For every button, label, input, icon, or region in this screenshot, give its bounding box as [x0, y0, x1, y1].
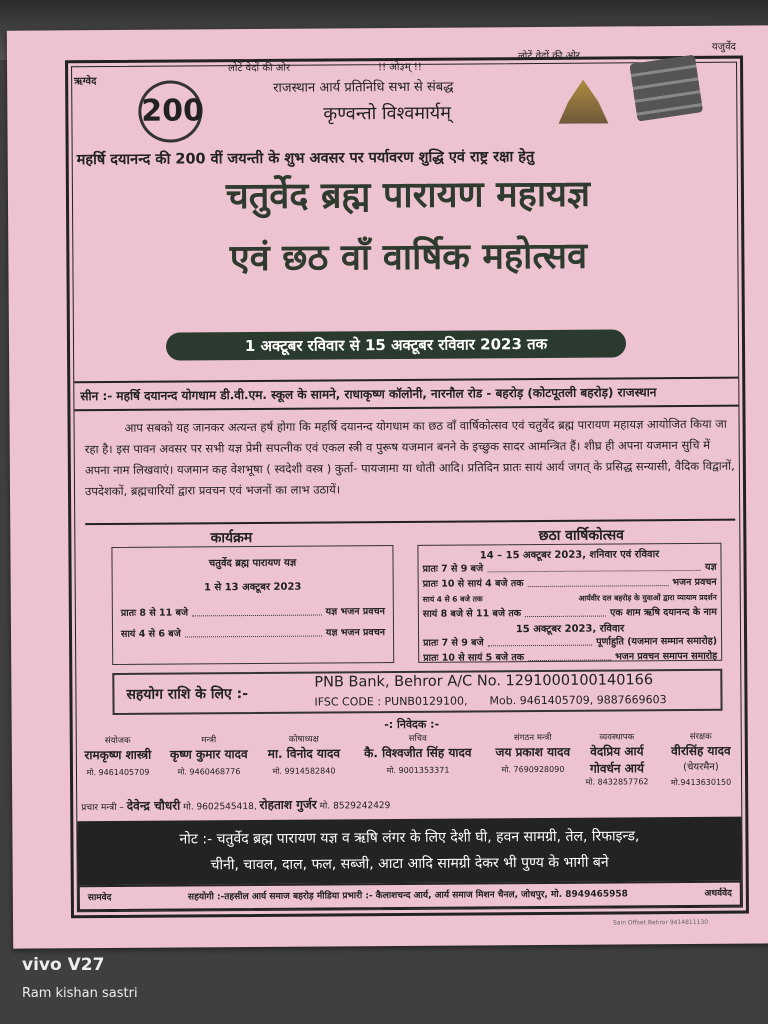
- vedas-books-icon: [629, 55, 703, 122]
- member: व्यवस्थापक वेदप्रिय आर्य गोवर्धन आर्य मो. 8432857762: [585, 732, 649, 787]
- annual-heading: छठा वार्षिकोत्सव: [538, 527, 625, 544]
- annual-row: प्रातः 7 से 9 बजे यज्ञ: [422, 561, 717, 575]
- title-line-2: एवं छठ वाँ वार्षिक महोत्सव: [229, 235, 588, 280]
- printer-credit: Sain Offset Behror 9414811130: [613, 918, 709, 927]
- om-text: !! ओ३म् !!: [378, 61, 422, 74]
- program-heading: कार्यक्रम: [210, 529, 253, 547]
- annual-row: सायं 4 से 6 बजे तक आर्यवीर दल बहरोड़ के युवाओं द्वारा व्यायाम प्रदर्शन: [422, 592, 717, 604]
- member: संरक्षक वीरसिंह यादव (चेयरमैन) मो.9413630150: [670, 731, 732, 788]
- member: संगठन मन्त्री जय प्रकाश यादव मो. 7690928090: [495, 732, 571, 775]
- dayanand-200-logo: 200: [138, 80, 202, 142]
- member: संयोजक रामकृष्ण शास्त्री मो. 9461405709: [84, 735, 152, 778]
- annual-box: [417, 543, 722, 663]
- samaveda-label: सामवेद: [87, 892, 112, 904]
- divider: [85, 519, 735, 526]
- annual-row: प्रातः 10 से सायं 4 बजे तक भजन प्रवचन: [422, 576, 717, 590]
- nivedak-heading: -: निवेदक :-: [384, 717, 440, 732]
- ifsc-code: IFSC CODE : PUNB0129100,: [314, 694, 468, 709]
- note-banner: [77, 817, 741, 886]
- annual-row: प्रातः 7 से 9 बजे पूर्णाहुति (यजमान सम्मान समारोह): [423, 635, 718, 649]
- camera-watermark-user: Ram kishan sastri: [22, 986, 138, 1001]
- pamphlet: [7, 25, 768, 948]
- rigveda-label: ऋग्वेद: [74, 76, 97, 88]
- day2-heading: 15 अक्टूबर 2023, रविवार: [515, 623, 625, 636]
- annual-row: प्रातः 10 से सायं 5 बजे तक भजन प्रवचन समापन समारोह: [423, 650, 718, 664]
- slogan-right: लोटें वेदों की ओर: [517, 50, 581, 63]
- date-range-banner: 1 अक्टूबर रविवार से 15 अक्टूबर रविवार 2023 तक: [166, 329, 626, 360]
- member: कोषाध्यक्ष मा. विनोद यादव मो. 9914582840: [267, 734, 341, 776]
- footer-strip: [78, 881, 742, 912]
- affiliation: राजस्थान आर्य प्रतिनिधि सभा से संबद्ध: [273, 79, 454, 96]
- annual-row: सायं 8 बजे से 11 बजे तक एक शाम ऋषि दयानन्द के नाम: [422, 606, 717, 620]
- member: सचिव कै. विश्वजीत सिंह यादव मो. 9001353371: [364, 733, 472, 776]
- donation-mobile: Mob. 9461405709, 9887669603: [489, 693, 667, 708]
- program-box: [111, 545, 394, 665]
- occasion-line: महर्षि दयानन्द की 200 वीं जयन्ती के शुभ अवसर पर पर्यावरण शुद्धि एवं राष्ट्र रक्षा हेतु: [76, 149, 535, 169]
- slogan-left: लोटें वेदों की ओर: [228, 62, 291, 75]
- motto: कृण्वन्तो विश्वमार्यम्: [323, 102, 451, 125]
- program-subtitle: चतुर्वेद ब्रह्म पारायण यज्ञ: [208, 557, 297, 570]
- member: मन्त्री कृष्ण कुमार यादव मो. 9460468776: [169, 735, 248, 777]
- donation-label: सहयोग राशि के लिए :-: [126, 686, 249, 703]
- atharvaveda-label: अथर्ववेद: [704, 888, 732, 899]
- day1-heading: 14 – 15 अक्टूबर 2023, शनिवार एवं रविवार: [479, 549, 660, 562]
- bank-account: PNB Bank, Behror A/C No. 1291000100140166: [314, 672, 654, 691]
- pamphlet-frame: [65, 41, 749, 919]
- program-row: प्रातः 8 से 11 बजे यज्ञ भजन प्रवचन: [120, 606, 385, 619]
- publicity-line: प्रचार मन्त्री – देवेन्द्र चौधरी मो. 9602545418, रोहताश गुर्जर मो. 8529242429: [81, 797, 391, 814]
- members-list: [77, 731, 741, 786]
- yajurveda-label: यजुर्वेद: [711, 41, 736, 53]
- note-line-1: नोट :- चतुर्वेद ब्रह्म पारायण यज्ञ व ऋषि लंगर के लिए देशी घी, हवन सामग्री, तेल, रिफाइन्ड,: [179, 828, 640, 848]
- support-credits: सहयोगी :-तहसील आर्य समाज बहरोड़ मीडिया प्रभारी :- कैलाशचन्द आर्य, आर्य समाज मिशन चैनल, जोधपुर, मो. 8949465958: [187, 889, 628, 903]
- venue-address: सीन :- महर्षि दयानन्द योगधाम डी.वी.एम. स्कूल के सामने, राधाकृष्ण कॉलोनी, नारनौल रोड - बहरोड़ (कोटपूतली बहरोड़) राजस्थान: [74, 377, 738, 412]
- intro-paragraph: आप सबको यह जानकर अत्यन्त हर्ष होगा कि महर्षि दयानन्द योगधाम का छठ वाँ वार्षिकोत्सव एवं चतुर्वेद ब्रह्म पारायण महायज्ञ आयोजित किया जा रहा है। इस पावन अवसर पर सभी यज्ञ प्रेमी सपत्नीक एवं एकल स्त्री व पुरूष यजमान बनने के इच्छुक सादर आमन्त्रित हैं। शीघ्र ही अपना यजमान सुचि में अपना नाम लिखवाएं। यजमान कह वेशभूषा ( स्वदेशी वस्त्र ) कुर्ता- पायजामा या धोती आदि। प्रतिदिन प्रातः सायं आर्य जगत् के प्रसिद्ध सन्यासी, वैदिक विद्वानों, उपदेशकों, ब्रह्मचारियों द्वारा प्रवचन एवं भजनों का लाभ उठायें।: [84, 416, 735, 499]
- donation-box: [112, 669, 722, 715]
- note-line-2: चीनी, चावल, दाल, फल, सब्जी, आटा आदि सामग्री देकर भी पुण्य के भागी बने: [210, 854, 609, 874]
- camera-watermark-device: vivo V27: [22, 955, 105, 975]
- program-row: सायं 4 से 6 बजे यज्ञ भजन प्रवचन: [120, 627, 386, 640]
- title-line-1: चतुर्वेद ब्रह्म पारायण महायज्ञ: [225, 173, 591, 218]
- havan-kund-icon: [558, 80, 608, 124]
- program-dates: 1 से 13 अक्टूबर 2023: [203, 581, 302, 594]
